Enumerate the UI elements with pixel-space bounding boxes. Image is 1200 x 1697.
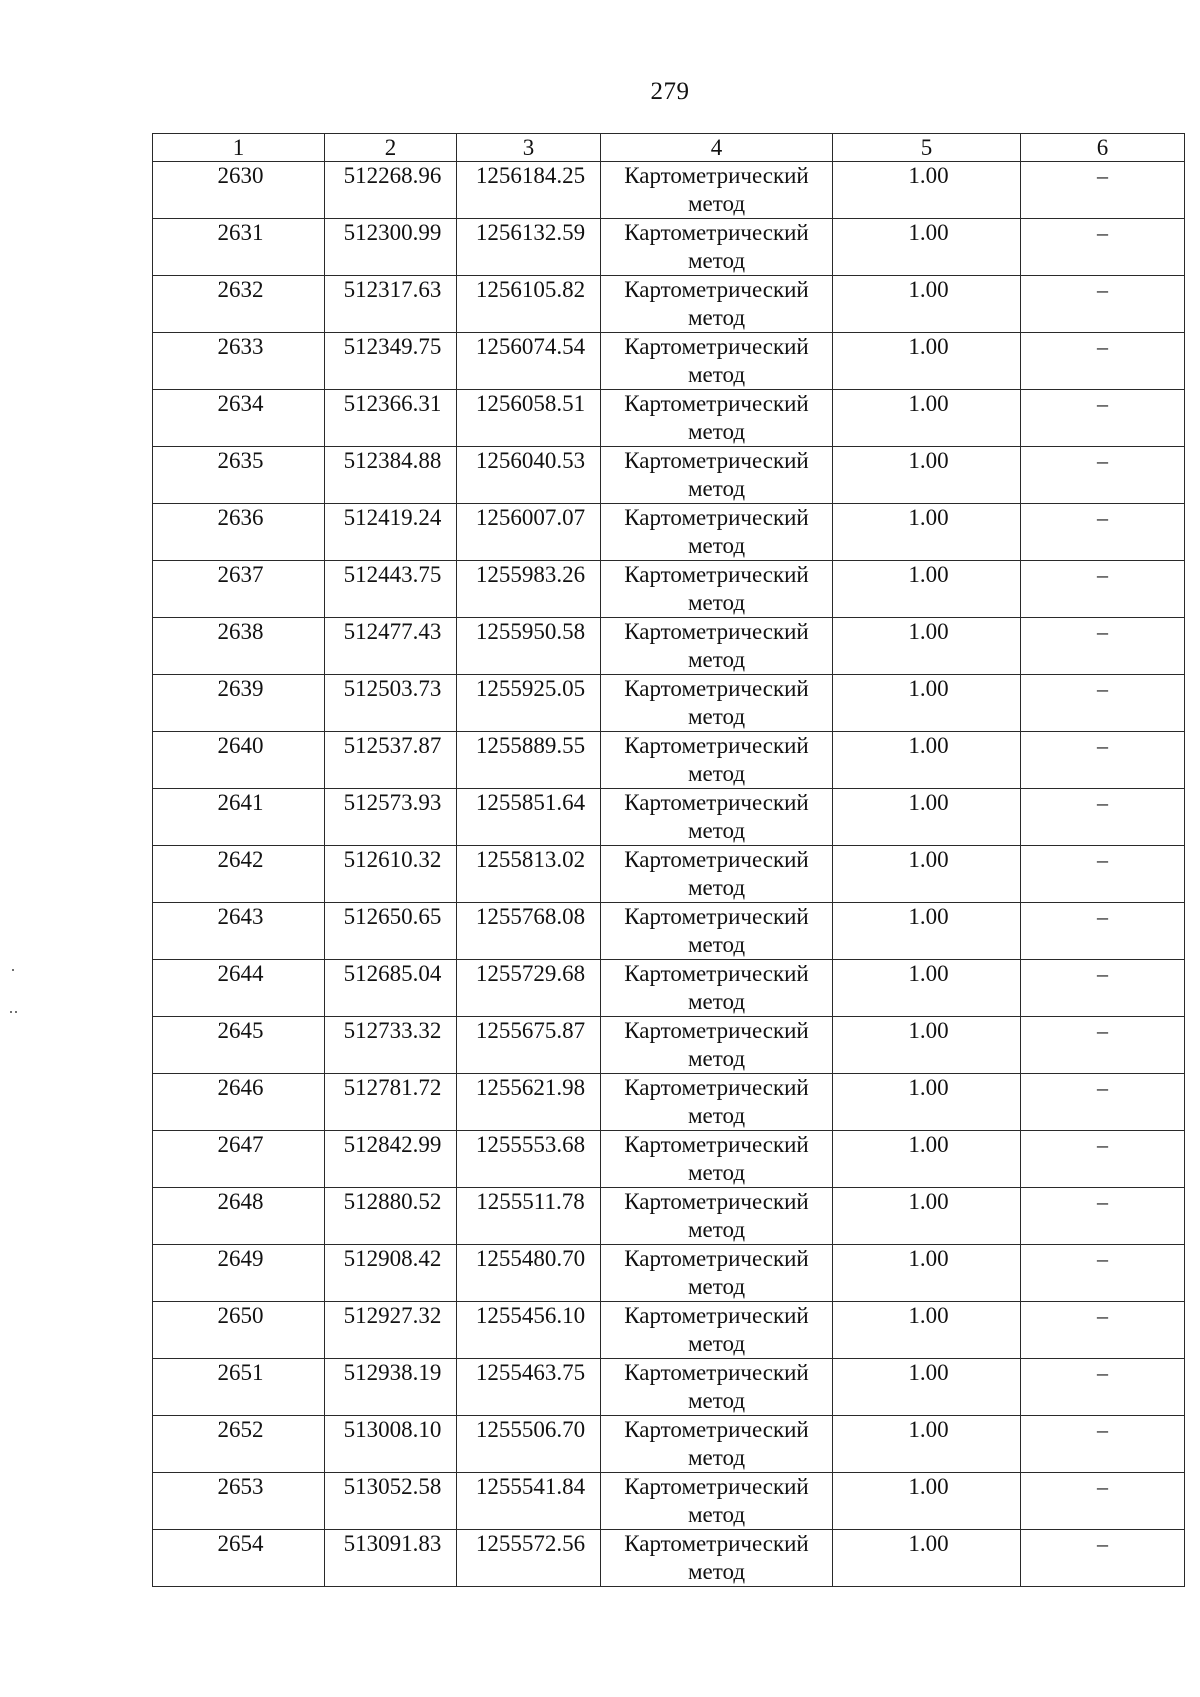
cell-method: Картометрический метод bbox=[601, 1074, 833, 1131]
cell-accuracy: 1.00 bbox=[833, 1074, 1021, 1131]
cell-coordinate-x: 512443.75 bbox=[325, 561, 457, 618]
cell-accuracy: 1.00 bbox=[833, 1131, 1021, 1188]
table-row bbox=[153, 1473, 1185, 1530]
cell-point-number: 2644 bbox=[153, 960, 325, 1017]
cell-accuracy: 1.00 bbox=[833, 1188, 1021, 1245]
cell-method: Картометрический метод bbox=[601, 1017, 833, 1074]
table-row bbox=[153, 447, 1185, 504]
cell-method: Картометрический метод bbox=[601, 1530, 833, 1587]
cell-point-number: 2645 bbox=[153, 1017, 325, 1074]
cell-coordinate-x: 512384.88 bbox=[325, 447, 457, 504]
column-header: 5 bbox=[833, 134, 1021, 162]
table-row bbox=[153, 219, 1185, 276]
cell-point-number: 2630 bbox=[153, 162, 325, 219]
cell-accuracy: 1.00 bbox=[833, 504, 1021, 561]
cell-accuracy: 1.00 bbox=[833, 1245, 1021, 1302]
cell-coordinate-y: 1255541.84 bbox=[457, 1473, 601, 1530]
cell-coordinate-y: 1255768.08 bbox=[457, 903, 601, 960]
column-header: 6 bbox=[1021, 134, 1185, 162]
cell-coordinate-y: 1255950.58 bbox=[457, 618, 601, 675]
cell-point-number: 2650 bbox=[153, 1302, 325, 1359]
cell-accuracy: 1.00 bbox=[833, 789, 1021, 846]
cell-method: Картометрический метод bbox=[601, 789, 833, 846]
cell-note: – bbox=[1021, 219, 1185, 276]
cell-coordinate-y: 1255572.56 bbox=[457, 1530, 601, 1587]
cell-method: Картометрический метод bbox=[601, 1359, 833, 1416]
cell-note: – bbox=[1021, 1416, 1185, 1473]
cell-accuracy: 1.00 bbox=[833, 1530, 1021, 1587]
table-row bbox=[153, 1245, 1185, 1302]
coordinates-table-container bbox=[152, 133, 1184, 1587]
cell-coordinate-y: 1255851.64 bbox=[457, 789, 601, 846]
cell-coordinate-x: 512908.42 bbox=[325, 1245, 457, 1302]
cell-method: Картометрический метод bbox=[601, 447, 833, 504]
table-row bbox=[153, 1359, 1185, 1416]
table-row bbox=[153, 1530, 1185, 1587]
cell-method: Картометрический метод bbox=[601, 219, 833, 276]
cell-note: – bbox=[1021, 333, 1185, 390]
table-header-row bbox=[153, 134, 1185, 162]
table-row bbox=[153, 789, 1185, 846]
table-row bbox=[153, 561, 1185, 618]
cell-coordinate-x: 512781.72 bbox=[325, 1074, 457, 1131]
cell-accuracy: 1.00 bbox=[833, 846, 1021, 903]
cell-point-number: 2632 bbox=[153, 276, 325, 333]
cell-accuracy: 1.00 bbox=[833, 618, 1021, 675]
table-row bbox=[153, 333, 1185, 390]
scan-speck bbox=[10, 1011, 12, 1013]
cell-accuracy: 1.00 bbox=[833, 903, 1021, 960]
cell-coordinate-y: 1256040.53 bbox=[457, 447, 601, 504]
cell-point-number: 2653 bbox=[153, 1473, 325, 1530]
cell-method: Картометрический метод bbox=[601, 1188, 833, 1245]
cell-note: – bbox=[1021, 903, 1185, 960]
cell-note: – bbox=[1021, 1530, 1185, 1587]
cell-note: – bbox=[1021, 162, 1185, 219]
table-row bbox=[153, 903, 1185, 960]
cell-point-number: 2641 bbox=[153, 789, 325, 846]
cell-method: Картометрический метод bbox=[601, 732, 833, 789]
table-row bbox=[153, 1131, 1185, 1188]
table-row bbox=[153, 1416, 1185, 1473]
cell-coordinate-x: 512685.04 bbox=[325, 960, 457, 1017]
cell-coordinate-y: 1255511.78 bbox=[457, 1188, 601, 1245]
cell-note: – bbox=[1021, 846, 1185, 903]
cell-note: – bbox=[1021, 1245, 1185, 1302]
cell-coordinate-x: 512366.31 bbox=[325, 390, 457, 447]
cell-point-number: 2654 bbox=[153, 1530, 325, 1587]
cell-method: Картометрический метод bbox=[601, 846, 833, 903]
cell-coordinate-x: 512842.99 bbox=[325, 1131, 457, 1188]
cell-coordinate-x: 512503.73 bbox=[325, 675, 457, 732]
cell-coordinate-y: 1256105.82 bbox=[457, 276, 601, 333]
table-row bbox=[153, 1017, 1185, 1074]
cell-accuracy: 1.00 bbox=[833, 1359, 1021, 1416]
cell-method: Картометрический метод bbox=[601, 960, 833, 1017]
cell-coordinate-y: 1255480.70 bbox=[457, 1245, 601, 1302]
cell-coordinate-y: 1255463.75 bbox=[457, 1359, 601, 1416]
table-row bbox=[153, 675, 1185, 732]
cell-note: – bbox=[1021, 1359, 1185, 1416]
cell-accuracy: 1.00 bbox=[833, 1302, 1021, 1359]
cell-point-number: 2651 bbox=[153, 1359, 325, 1416]
table-row bbox=[153, 846, 1185, 903]
cell-note: – bbox=[1021, 504, 1185, 561]
cell-note: – bbox=[1021, 561, 1185, 618]
table-row bbox=[153, 1302, 1185, 1359]
cell-method: Картометрический метод bbox=[601, 618, 833, 675]
cell-note: – bbox=[1021, 1302, 1185, 1359]
cell-note: – bbox=[1021, 1131, 1185, 1188]
table-row bbox=[153, 1074, 1185, 1131]
cell-method: Картометрический метод bbox=[601, 504, 833, 561]
cell-method: Картометрический метод bbox=[601, 561, 833, 618]
cell-coordinate-y: 1255813.02 bbox=[457, 846, 601, 903]
cell-note: – bbox=[1021, 390, 1185, 447]
cell-accuracy: 1.00 bbox=[833, 390, 1021, 447]
cell-note: – bbox=[1021, 732, 1185, 789]
cell-point-number: 2635 bbox=[153, 447, 325, 504]
cell-accuracy: 1.00 bbox=[833, 219, 1021, 276]
cell-accuracy: 1.00 bbox=[833, 447, 1021, 504]
cell-note: – bbox=[1021, 1473, 1185, 1530]
cell-point-number: 2640 bbox=[153, 732, 325, 789]
cell-method: Картометрический метод bbox=[601, 162, 833, 219]
cell-coordinate-y: 1256007.07 bbox=[457, 504, 601, 561]
cell-coordinate-x: 512938.19 bbox=[325, 1359, 457, 1416]
cell-coordinate-x: 513091.83 bbox=[325, 1530, 457, 1587]
cell-method: Картометрический метод bbox=[601, 1302, 833, 1359]
cell-point-number: 2643 bbox=[153, 903, 325, 960]
table-row bbox=[153, 504, 1185, 561]
cell-point-number: 2637 bbox=[153, 561, 325, 618]
cell-coordinate-x: 513008.10 bbox=[325, 1416, 457, 1473]
cell-coordinate-x: 512733.32 bbox=[325, 1017, 457, 1074]
column-header: 4 bbox=[601, 134, 833, 162]
table-body bbox=[153, 162, 1185, 1587]
cell-point-number: 2646 bbox=[153, 1074, 325, 1131]
cell-coordinate-y: 1256132.59 bbox=[457, 219, 601, 276]
cell-point-number: 2631 bbox=[153, 219, 325, 276]
cell-point-number: 2636 bbox=[153, 504, 325, 561]
cell-point-number: 2647 bbox=[153, 1131, 325, 1188]
cell-accuracy: 1.00 bbox=[833, 276, 1021, 333]
cell-accuracy: 1.00 bbox=[833, 1416, 1021, 1473]
cell-point-number: 2639 bbox=[153, 675, 325, 732]
cell-method: Картометрический метод bbox=[601, 333, 833, 390]
table-row bbox=[153, 390, 1185, 447]
cell-accuracy: 1.00 bbox=[833, 675, 1021, 732]
cell-coordinate-x: 512300.99 bbox=[325, 219, 457, 276]
cell-note: – bbox=[1021, 1017, 1185, 1074]
cell-coordinate-x: 512268.96 bbox=[325, 162, 457, 219]
cell-point-number: 2652 bbox=[153, 1416, 325, 1473]
cell-coordinate-x: 512927.32 bbox=[325, 1302, 457, 1359]
cell-accuracy: 1.00 bbox=[833, 732, 1021, 789]
cell-coordinate-x: 512573.93 bbox=[325, 789, 457, 846]
column-header: 2 bbox=[325, 134, 457, 162]
cell-coordinate-y: 1255983.26 bbox=[457, 561, 601, 618]
cell-point-number: 2638 bbox=[153, 618, 325, 675]
cell-coordinate-x: 512880.52 bbox=[325, 1188, 457, 1245]
table-row bbox=[153, 276, 1185, 333]
cell-point-number: 2634 bbox=[153, 390, 325, 447]
cell-method: Картометрический метод bbox=[601, 276, 833, 333]
cell-accuracy: 1.00 bbox=[833, 561, 1021, 618]
cell-coordinate-y: 1255621.98 bbox=[457, 1074, 601, 1131]
page-number: 279 bbox=[650, 78, 690, 105]
cell-coordinate-x: 512349.75 bbox=[325, 333, 457, 390]
cell-method: Картометрический метод bbox=[601, 1131, 833, 1188]
cell-coordinate-x: 512650.65 bbox=[325, 903, 457, 960]
cell-note: – bbox=[1021, 1188, 1185, 1245]
cell-note: – bbox=[1021, 618, 1185, 675]
cell-note: – bbox=[1021, 789, 1185, 846]
cell-method: Картометрический метод bbox=[601, 390, 833, 447]
cell-coordinate-x: 512477.43 bbox=[325, 618, 457, 675]
cell-method: Картометрический метод bbox=[601, 1245, 833, 1302]
column-header: 1 bbox=[153, 134, 325, 162]
cell-coordinate-y: 1256058.51 bbox=[457, 390, 601, 447]
cell-coordinate-x: 512419.24 bbox=[325, 504, 457, 561]
cell-note: – bbox=[1021, 960, 1185, 1017]
cell-point-number: 2633 bbox=[153, 333, 325, 390]
cell-method: Картометрический метод bbox=[601, 675, 833, 732]
cell-coordinate-y: 1255925.05 bbox=[457, 675, 601, 732]
table-row bbox=[153, 162, 1185, 219]
cell-accuracy: 1.00 bbox=[833, 333, 1021, 390]
cell-point-number: 2648 bbox=[153, 1188, 325, 1245]
cell-method: Картометрический метод bbox=[601, 903, 833, 960]
cell-coordinate-x: 512610.32 bbox=[325, 846, 457, 903]
cell-coordinate-y: 1255729.68 bbox=[457, 960, 601, 1017]
cell-accuracy: 1.00 bbox=[833, 162, 1021, 219]
cell-coordinate-x: 513052.58 bbox=[325, 1473, 457, 1530]
scan-speck bbox=[15, 1011, 17, 1013]
table-row bbox=[153, 960, 1185, 1017]
cell-note: – bbox=[1021, 1074, 1185, 1131]
scan-speck bbox=[12, 969, 14, 971]
cell-method: Картометрический метод bbox=[601, 1473, 833, 1530]
cell-coordinate-y: 1256074.54 bbox=[457, 333, 601, 390]
cell-accuracy: 1.00 bbox=[833, 960, 1021, 1017]
cell-note: – bbox=[1021, 447, 1185, 504]
table-row bbox=[153, 1188, 1185, 1245]
cell-coordinate-y: 1255506.70 bbox=[457, 1416, 601, 1473]
table-row bbox=[153, 732, 1185, 789]
column-header: 3 bbox=[457, 134, 601, 162]
cell-method: Картометрический метод bbox=[601, 1416, 833, 1473]
table-row bbox=[153, 618, 1185, 675]
cell-coordinate-y: 1256184.25 bbox=[457, 162, 601, 219]
cell-point-number: 2642 bbox=[153, 846, 325, 903]
cell-point-number: 2649 bbox=[153, 1245, 325, 1302]
cell-coordinate-x: 512317.63 bbox=[325, 276, 457, 333]
cell-note: – bbox=[1021, 276, 1185, 333]
cell-coordinate-y: 1255456.10 bbox=[457, 1302, 601, 1359]
cell-accuracy: 1.00 bbox=[833, 1473, 1021, 1530]
cell-coordinate-y: 1255675.87 bbox=[457, 1017, 601, 1074]
cell-coordinate-x: 512537.87 bbox=[325, 732, 457, 789]
coordinates-table bbox=[152, 133, 1185, 1587]
cell-coordinate-y: 1255553.68 bbox=[457, 1131, 601, 1188]
cell-note: – bbox=[1021, 675, 1185, 732]
cell-coordinate-y: 1255889.55 bbox=[457, 732, 601, 789]
cell-accuracy: 1.00 bbox=[833, 1017, 1021, 1074]
